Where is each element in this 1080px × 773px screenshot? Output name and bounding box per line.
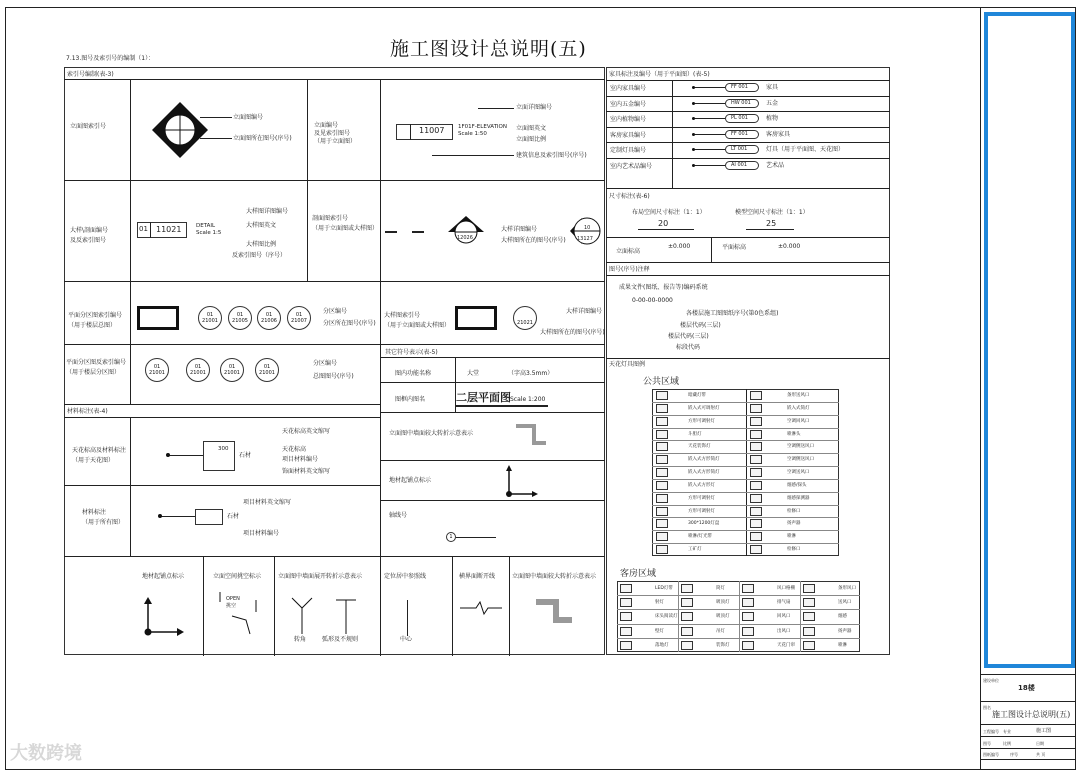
zone-circle: 01 21007	[287, 306, 311, 330]
room-symbol	[803, 598, 815, 607]
legend-symbol	[656, 481, 668, 490]
bottom-cell-label: 立面图中墙面展开转折示意表示	[278, 573, 363, 580]
legend-label: 嵌入式方形筒灯	[688, 457, 720, 463]
legend-divider	[652, 517, 839, 518]
floor-start-label: 地材起铺点标示	[389, 477, 432, 484]
legend-divider	[652, 402, 839, 403]
open-symbol	[216, 588, 266, 638]
elev2-value: ±0.000	[778, 243, 801, 250]
plan-zone-rect	[137, 306, 179, 330]
zone-circle: 01 21001	[186, 358, 210, 382]
tb-label: 图名	[983, 705, 991, 710]
room-symbol	[803, 627, 815, 636]
legend-symbol	[750, 507, 762, 516]
drawing-name: 二层平面图	[456, 391, 511, 404]
callout: 项目材料英文缩写	[243, 499, 292, 506]
legend-label: 工矿灯	[688, 547, 702, 553]
room-symbol	[742, 612, 754, 621]
legend-label: 烟感探测器	[787, 495, 810, 501]
room-symbol	[681, 627, 693, 636]
tb-cell: 图号	[983, 741, 991, 746]
legend-symbol	[750, 430, 762, 439]
callout: 大样图英文	[246, 222, 277, 229]
room-symbol	[742, 627, 754, 636]
legend-symbol	[750, 545, 762, 554]
turn-label: 转角	[294, 636, 307, 643]
legend-symbol	[750, 468, 762, 477]
furniture-desc: 灯具（用于平面图、天花图）	[766, 146, 845, 153]
furniture-leader	[695, 134, 725, 135]
legend-label: 嵌入式方形筒灯	[688, 470, 720, 476]
room-symbol	[681, 641, 693, 650]
seq-header: 图号(序号)注释	[609, 266, 650, 273]
legend-symbol	[656, 404, 668, 413]
tb-cell: 序号	[1010, 752, 1018, 757]
callout: 立面图英文	[516, 125, 547, 132]
room-symbol	[681, 612, 693, 621]
room-name-label: 图内功能名称	[395, 370, 432, 377]
callout: 分区所在图号(序号)	[323, 320, 376, 327]
furniture-code: PL 001	[731, 115, 748, 121]
legend-label: 烟感/探头	[787, 482, 807, 488]
callout: 天花标高	[282, 446, 307, 453]
row-divider	[606, 127, 890, 128]
dim1-label: 布局空间尺寸标注（1：1）	[632, 209, 706, 216]
room-symbol	[681, 598, 693, 607]
legend-label: 检修口	[787, 508, 801, 514]
legend-label: 300*1200灯盘	[688, 521, 720, 527]
furniture-code: FF 001	[731, 130, 748, 137]
room-label: 风口格栅	[777, 586, 795, 591]
legend-label: 条形送风口	[787, 393, 810, 398]
legend-divider	[652, 466, 839, 467]
room-col-divider	[739, 581, 740, 652]
zone-circle: 01 21001	[198, 306, 222, 330]
legend-symbol	[656, 442, 668, 451]
elev1-label: 立面标高	[616, 248, 641, 255]
room-label: 回风口	[777, 614, 791, 620]
legend-symbol	[656, 507, 668, 516]
dim-header: 尺寸标注(表-6)	[609, 193, 650, 200]
tb-cell: 比例	[1003, 741, 1011, 746]
legend-divider	[652, 479, 839, 480]
axis-label: 轴线号	[389, 512, 408, 519]
room-label: 装饰灯	[716, 642, 730, 648]
legend-label: 空调侧送风口	[787, 457, 814, 463]
center-label: 中心	[400, 636, 413, 643]
room-label: 烟感	[838, 614, 847, 620]
elevation-code: 11007	[419, 126, 445, 135]
legend-symbol	[750, 519, 762, 528]
wall-break-symbol	[534, 596, 574, 626]
bottom-cell-label: 横界面断开线	[459, 573, 496, 580]
room-title: 客房区域	[620, 569, 657, 579]
furniture-row-label: 客房家具编号	[610, 131, 647, 139]
furniture-row-label: 室内家具编号	[610, 85, 647, 92]
elevation-callout-top: 立面图编号	[233, 114, 264, 121]
material-mat: 石材	[227, 513, 240, 520]
section-heading: 7.13.图号及索引号的编制（1）：	[66, 55, 155, 62]
room-label: 扬声器	[838, 628, 852, 634]
room-label: 吸顶灯	[716, 600, 730, 606]
callout: 楼层代码(三层)	[680, 322, 721, 329]
furniture-code: HW 001	[731, 99, 751, 106]
legend-symbol	[656, 532, 668, 541]
callout: 建筑信息及索引图号(序号)	[516, 152, 587, 159]
elevation-callout-bottom: 立面图所在图号(序号)	[233, 135, 292, 142]
ceiling-mat: 石材	[239, 452, 252, 459]
detail-index-label: 大样\剖面编号 及反索引图号	[70, 227, 109, 244]
room-symbol	[620, 584, 632, 593]
legend-symbol	[750, 455, 762, 464]
detail-num-circle: 21021	[513, 306, 537, 330]
legend-label: 检修口	[787, 547, 801, 553]
callout: 大样图比例	[246, 241, 277, 248]
detail-num-label: 大样图索引号 （用于立面图或大样图）	[384, 312, 451, 329]
tb-project: 18楼	[1018, 684, 1035, 692]
legend-label: 空调送风口	[787, 470, 810, 476]
legend-symbol	[656, 545, 668, 554]
material-header: 材料标注(表-4)	[67, 408, 108, 415]
legend-label: 暗藏灯带	[688, 393, 706, 398]
legend-label: 斗胆灯	[688, 431, 702, 437]
room-symbol	[620, 612, 632, 621]
floor-start-symbol	[503, 464, 539, 498]
section-index-label: 剖面图索引号 （用于立面图或大样图）	[312, 215, 379, 232]
open-text: OPEN 挑空	[226, 596, 240, 609]
wall-break-label: 立面图中墙面较大转折示意表示	[389, 430, 474, 437]
seq-title: 成果文件(图纸、报告等)编码系统	[619, 284, 708, 291]
legend-divider	[652, 543, 839, 544]
room-symbol	[742, 584, 754, 593]
callout: 大样图所在的图号(序号)	[540, 329, 605, 336]
zone-circle: 01 21005	[228, 306, 252, 330]
row-divider	[606, 142, 890, 143]
bottom-cell-label: 立面空间挑空标示	[213, 573, 262, 580]
legend-label: 方形可调射灯	[688, 508, 715, 514]
break-line-symbol	[458, 600, 504, 616]
elevation-index-label: 立面图索引号	[70, 123, 107, 130]
plan-zone-reverse-label: 平面分区图反索引编号 （用于楼层分区图）	[66, 359, 127, 376]
callout: 分区编号	[313, 360, 338, 367]
legend-divider	[652, 453, 839, 454]
furniture-desc: 客房家具	[766, 130, 791, 138]
room-name-note: （字高3.5mm）	[508, 370, 554, 377]
room-label: 筒灯	[716, 586, 725, 591]
room-label: 吊灯	[716, 628, 725, 634]
room-label: 条形风口	[838, 586, 856, 591]
tb-cell: 共 页	[1036, 752, 1046, 757]
legend-symbol	[750, 442, 762, 451]
room-label: 吸顶灯	[716, 614, 730, 620]
legend-symbol	[750, 532, 762, 541]
callout: 大样详图编号	[566, 308, 603, 315]
furniture-desc: 五金	[766, 99, 779, 107]
room-label: 壁灯	[655, 628, 664, 634]
seq-code: 0-00-00-0000	[632, 297, 673, 304]
legend-symbol	[656, 430, 668, 439]
room-label: 喷淋	[838, 642, 847, 648]
furniture-code: AI 001	[731, 161, 748, 168]
room-symbol	[742, 598, 754, 607]
room-name: 大堂	[467, 370, 480, 377]
room-col-divider	[800, 581, 801, 652]
dim2-value: 25	[766, 219, 777, 228]
legend-label: 方形可调射灯	[688, 418, 715, 424]
legend-divider	[652, 530, 839, 531]
zone-circle: 01 21001	[220, 358, 244, 382]
legend-label: 嵌入式方形灯	[688, 482, 715, 488]
zone-circle: 01 21001	[145, 358, 169, 382]
tb-label: 建设单位	[983, 678, 999, 683]
tb-cell: 图纸编号	[983, 752, 999, 757]
tb-cell: 工程编号	[983, 729, 999, 734]
furniture-header: 家具标注及编号（用于平面图）(表-5)	[609, 71, 710, 78]
elev1-value: ±0.000	[668, 243, 691, 250]
tb-cell: 专业	[1003, 729, 1011, 734]
legend-symbol	[656, 494, 668, 503]
wall-break-symbol	[514, 423, 548, 447]
tb-cell: 施工图	[1036, 728, 1052, 734]
axis-circle: 1	[446, 532, 456, 542]
legend-symbol	[750, 494, 762, 503]
legend-label: 空调侧送风口	[787, 444, 814, 450]
furniture-row-label: 定制灯具编号	[610, 147, 647, 154]
elevation-code-text: 1F01F-ELEVATION Scale 1:50	[458, 124, 507, 137]
legend-divider	[652, 415, 839, 416]
furniture-leader	[695, 149, 725, 150]
legend-symbol	[656, 468, 668, 477]
legend-label: 空调回风口	[787, 418, 810, 424]
room-symbol	[620, 598, 632, 607]
room-label: 排气扇	[777, 600, 791, 606]
legend-label: 喷淋/灯光带	[688, 534, 713, 540]
legend-symbol	[656, 391, 668, 400]
callout: 楼层代码(三层)	[668, 333, 709, 340]
legend-symbol	[656, 455, 668, 464]
tb-cell: 日期	[1036, 741, 1044, 746]
watermark: 大数跨境	[10, 743, 82, 764]
callout: 总图图号(序号)	[313, 373, 354, 380]
callout: 标段代码	[676, 344, 701, 351]
legend-label: 嵌入式筒灯	[787, 405, 810, 411]
furniture-row-label: 室内植物编号	[610, 116, 647, 123]
furniture-row-label: 室内五金编号	[610, 100, 647, 108]
furniture-leader	[695, 103, 725, 104]
legend-symbol	[750, 391, 762, 400]
room-label: 出风口	[777, 628, 791, 634]
drawing-scale: Scale 1:200	[510, 396, 546, 403]
elev2-label: 平面标高	[722, 244, 747, 251]
tb-title: 施工图设计总说明(五)	[992, 710, 1071, 719]
legend-divider	[652, 492, 839, 493]
callout: 大样图所在的图号(序号)	[501, 237, 566, 244]
legend-label: 方形可调射灯	[688, 495, 715, 501]
callout: 反索引图号（序号）	[232, 252, 287, 259]
section-code: 12026	[457, 235, 473, 241]
legend-divider	[652, 440, 839, 441]
callout: 饰面材料英文缩写	[282, 468, 331, 475]
ceiling-material-label: 天花标高及材料标注 （用于天花图）	[72, 447, 127, 464]
room-label: 床头阅读灯	[655, 614, 678, 620]
zone-circle: 01 21006	[257, 306, 281, 330]
room-symbol	[681, 584, 693, 593]
elevation-number-label: 立面编号 及见索引图号 （用于立面图）	[314, 122, 357, 145]
room-label: LED灯带	[655, 586, 673, 591]
turn-label: 弧形及不规则	[322, 636, 359, 643]
callout: 天花标高英文缩写	[282, 428, 331, 435]
elevation-index-symbol	[150, 100, 210, 160]
furniture-leader	[695, 87, 725, 88]
public-title: 公共区域	[643, 377, 680, 387]
bottom-cell-label: 立面图中墙面较大转折示意表示	[512, 573, 597, 580]
legend-divider	[652, 505, 839, 506]
room-symbol	[742, 641, 754, 650]
callout: 大样详图编号	[501, 226, 538, 233]
room-label: 落地灯	[655, 642, 669, 648]
selection-highlight[interactable]	[984, 12, 1075, 668]
callout: 项目材料编号	[243, 530, 280, 537]
legend-label: 嵌入式可调射灯	[688, 405, 720, 411]
section-code2: 13127	[577, 236, 593, 242]
legend-divider	[652, 428, 839, 429]
legend-symbol	[750, 404, 762, 413]
callout: 项目材料编号	[282, 456, 319, 463]
room-symbol	[620, 641, 632, 650]
page-title: 施工图设计总说明(五)	[390, 38, 587, 60]
dim1-value: 20	[658, 219, 669, 228]
zone-circle: 01 21001	[255, 358, 279, 382]
room-label: 送风口	[838, 600, 852, 606]
furniture-leader	[695, 118, 725, 119]
callout: 各楼层施工图图纸序号(第0色系组)	[686, 310, 779, 317]
furniture-desc: 植物	[766, 115, 779, 122]
lighting-header: 天花灯具图例	[609, 361, 646, 368]
legend-label: 天花装饰灯	[688, 444, 711, 450]
detail-code-text: DETAIL Scale 1:5	[196, 223, 222, 236]
callout: 立面详图编号	[516, 104, 553, 111]
furniture-code: FF 001	[731, 84, 748, 90]
legend-symbol	[656, 519, 668, 528]
row-divider	[606, 96, 890, 97]
callout: 立面图比例	[516, 136, 547, 143]
drawing-name-label: 图框内图名	[395, 396, 426, 403]
legend-label: 喷淋	[787, 534, 796, 540]
room-label: 天花门帘	[777, 642, 795, 648]
bottom-cell-label: 定位居中参照线	[384, 573, 427, 580]
legend-label: 喷淋头	[787, 431, 801, 437]
index-table-header: 索引号编制(表-3)	[67, 71, 114, 78]
ceiling-code: 300	[218, 446, 229, 452]
legend-symbol	[656, 417, 668, 426]
room-col-divider	[678, 581, 679, 652]
furniture-desc: 艺术品	[766, 161, 785, 169]
room-symbol	[620, 627, 632, 636]
room-label: 射灯	[655, 600, 664, 606]
bottom-cell-label: 地材起铺点标示	[142, 573, 185, 580]
plan-zone-label: 平面分区图索引编号 （用于楼层总图）	[68, 312, 123, 329]
furniture-row-label: 室内艺术品编号	[610, 162, 653, 170]
room-symbol	[803, 641, 815, 650]
furniture-code: LT 001	[731, 146, 748, 152]
detail-code2: 11021	[156, 225, 182, 234]
legend-symbol	[750, 481, 762, 490]
right-table	[606, 67, 890, 655]
room-symbol	[803, 584, 815, 593]
room-symbol	[803, 612, 815, 621]
row-divider	[606, 158, 890, 159]
legend-label: 扬声器	[787, 521, 801, 527]
frame-divider	[980, 7, 981, 770]
detail-code: 01	[139, 225, 148, 233]
furniture-desc: 家具	[766, 84, 779, 91]
row-divider	[606, 111, 890, 112]
floor-start-symbol	[140, 596, 184, 638]
callout: 分区编号	[323, 308, 348, 315]
dim2-label: 模型空间尺寸标注（1：1）	[735, 209, 809, 216]
furniture-leader	[695, 165, 725, 166]
callout: 大样图详图编号	[246, 208, 289, 215]
turn-symbol	[286, 594, 366, 638]
section-code-top: 10	[584, 225, 591, 231]
legend-symbol	[750, 417, 762, 426]
material-label: 材料标注 （用于所有图）	[82, 509, 125, 526]
other-header: 其它符号表示(表-5)	[385, 349, 438, 356]
